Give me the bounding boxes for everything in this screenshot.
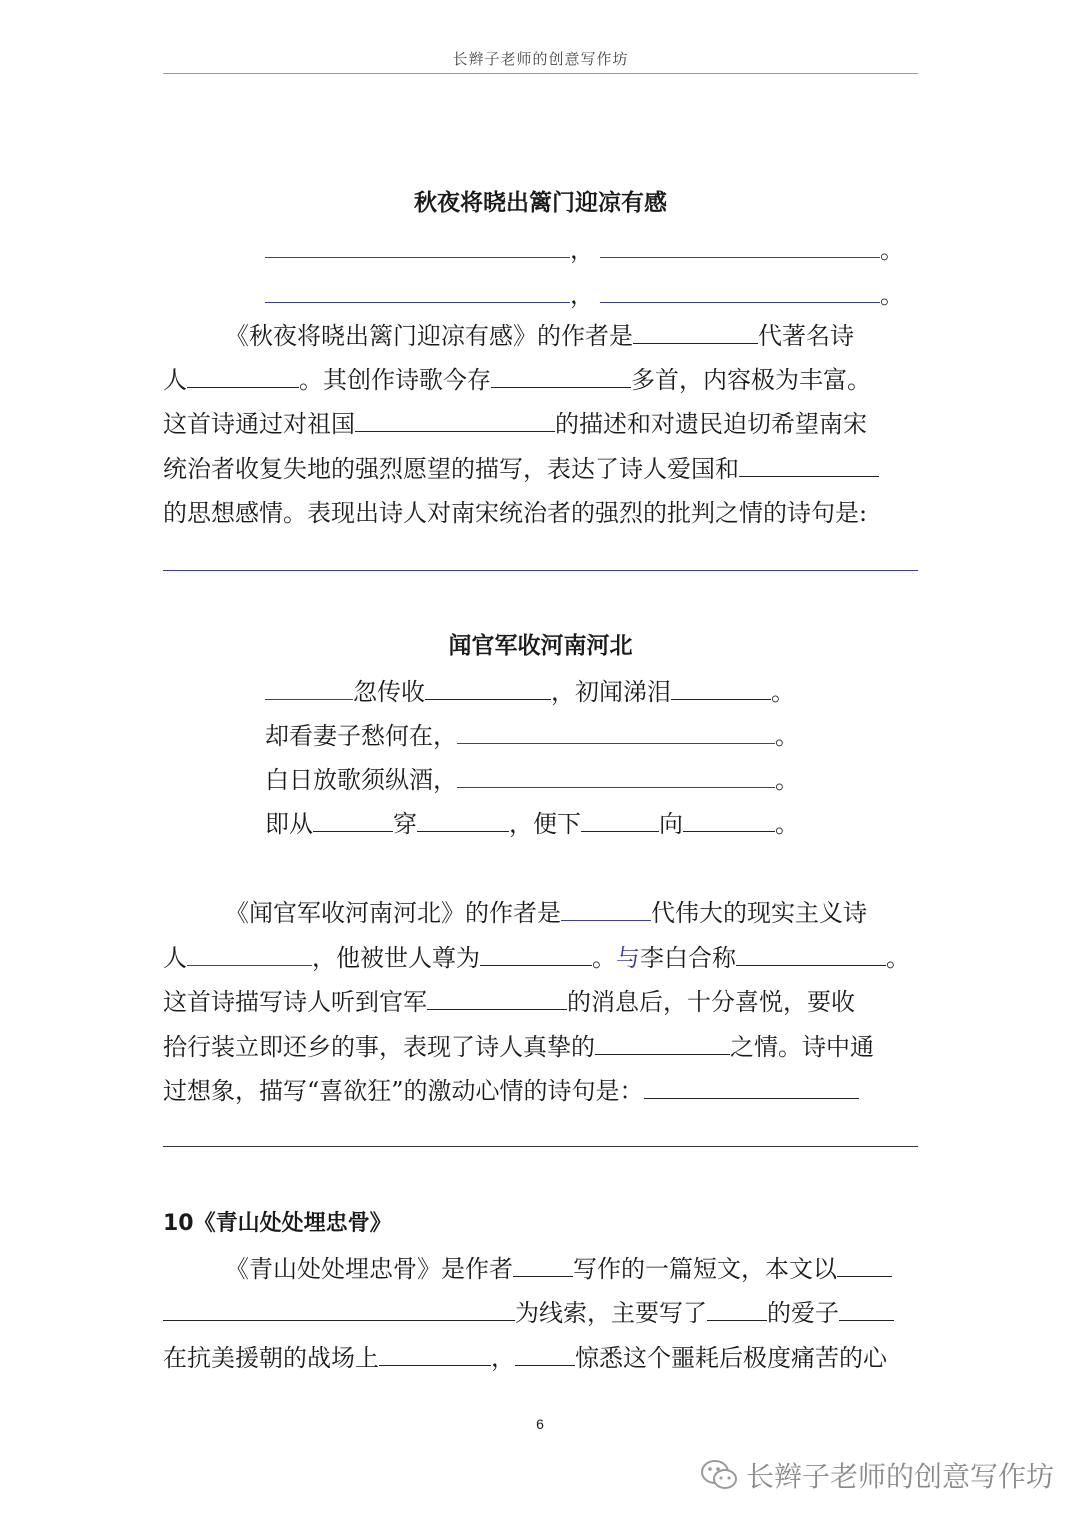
fill-blank[interactable]: [600, 280, 880, 303]
para1-line-4: [163, 451, 879, 487]
para2-line-5: [163, 1073, 859, 1109]
fill-blank[interactable]: [425, 677, 551, 700]
text: ，他被世人尊为: [312, 944, 480, 972]
punct: 。: [880, 236, 904, 264]
text: 惊悉这个噩耗后极度痛苦的心: [575, 1344, 887, 1372]
fill-blank[interactable]: [707, 1298, 767, 1321]
fill-blank[interactable]: [515, 1343, 575, 1366]
fill-blank[interactable]: [457, 765, 775, 788]
fill-blank[interactable]: [480, 943, 592, 966]
text: 写作的一篇短文，本文以: [573, 1255, 837, 1283]
fill-blank[interactable]: [187, 365, 299, 388]
fill-blank[interactable]: [600, 235, 880, 258]
text: 李白合称: [640, 944, 736, 972]
text: 即从: [265, 810, 313, 838]
fill-blank[interactable]: [839, 1298, 894, 1321]
punct: ，: [570, 281, 594, 309]
text: 这首诗通过对祖国: [163, 410, 355, 438]
text: 。: [592, 944, 616, 972]
punct: ，: [570, 236, 594, 264]
fill-blank[interactable]: [417, 809, 509, 832]
answer-line[interactable]: [163, 570, 918, 571]
fill-blank[interactable]: [736, 943, 886, 966]
text: 代伟大的现实主义诗: [651, 899, 867, 927]
poem2-line-4: [265, 806, 799, 842]
punct: 。: [880, 281, 904, 309]
poem2-line-1: [265, 674, 795, 710]
page-number: 6: [536, 1416, 544, 1432]
fill-blank[interactable]: [457, 721, 775, 744]
text: ，: [491, 1344, 515, 1372]
text: 代著名诗: [758, 322, 854, 350]
fill-blank[interactable]: [633, 321, 758, 344]
text: 。: [775, 810, 799, 838]
fill-blank[interactable]: [187, 943, 312, 966]
fill-blank[interactable]: [683, 809, 775, 832]
text: 《青山处处埋忠骨》是作者: [225, 1255, 513, 1283]
text: 为线索，主要写了: [515, 1299, 707, 1327]
text: 《秋夜将晓出篱门迎凉有感》的作者是: [225, 322, 633, 350]
text: 与: [616, 944, 640, 972]
text: 。: [775, 722, 799, 750]
text: 拾行装立即还乡的事，表现了诗人真挚的: [163, 1033, 595, 1061]
poem-title-2: 闻官军收河南河北: [448, 633, 633, 659]
poem-title-1: 秋夜将晓出篱门迎凉有感: [414, 190, 667, 216]
text: 人: [163, 366, 187, 394]
para3-line-3: [163, 1340, 887, 1376]
poem2-line-3: [265, 762, 799, 798]
wechat-icon: [700, 1458, 738, 1492]
fill-blank[interactable]: [581, 809, 659, 832]
para3-line-1: [225, 1251, 892, 1287]
text: 人: [163, 944, 187, 972]
para2-line-1: [225, 895, 867, 931]
para1-line-3: [163, 406, 867, 442]
fill-blank[interactable]: [379, 1343, 491, 1366]
fill-blank[interactable]: [355, 409, 555, 432]
text: 忽传收: [353, 678, 425, 706]
para2-line-4: [163, 1029, 874, 1065]
watermark-text: 长辫子老师的创意写作坊: [746, 1460, 1055, 1493]
fill-blank[interactable]: [739, 454, 879, 477]
para2-line-2: [163, 940, 910, 976]
poem1-line-1: [265, 232, 904, 268]
poem1-line-2: [265, 277, 904, 313]
answer-line[interactable]: [163, 1146, 918, 1147]
para1-line-2: [163, 362, 871, 398]
text: 。: [886, 944, 910, 972]
fill-blank[interactable]: [513, 1254, 573, 1277]
text: 多首，内容极为丰富。: [631, 366, 871, 394]
fill-blank[interactable]: [561, 898, 651, 921]
text: 这首诗描写诗人听到官军: [163, 988, 427, 1016]
text: 。: [771, 678, 795, 706]
fill-blank[interactable]: [163, 1298, 515, 1321]
text: 过想象，描写“喜欲狂”的激动心情的诗句是：: [163, 1077, 644, 1105]
para3-line-2: [163, 1295, 894, 1331]
text: 白日放歌须纵酒，: [265, 766, 457, 794]
text: 的描述和对遗民迫切希望南宋: [555, 410, 867, 438]
text: 《闻官军收河南河北》的作者是: [225, 899, 561, 927]
fill-blank[interactable]: [644, 1076, 859, 1099]
text: 的消息后，十分喜悦，要收: [567, 988, 855, 1016]
text: 。其创作诗歌今存: [299, 366, 491, 394]
para1-line-5: 的思想感情。表现出诗人对南宋统治者的强烈的批判之情的诗句是:: [163, 499, 868, 527]
poem2-line-2: [265, 718, 799, 754]
text: 向: [659, 810, 683, 838]
text: 的爱子: [767, 1299, 839, 1327]
text: 统治者收复失地的强烈愿望的描写，表达了诗人爱国和: [163, 455, 739, 483]
fill-blank[interactable]: [595, 1032, 730, 1055]
fill-blank[interactable]: [491, 365, 631, 388]
text: ，初闻涕泪: [551, 678, 671, 706]
para1-line-1: [225, 318, 854, 354]
para2-line-3: [163, 984, 855, 1020]
fill-blank[interactable]: [313, 809, 393, 832]
text: 穿: [393, 810, 417, 838]
fill-blank[interactable]: [671, 677, 771, 700]
fill-blank[interactable]: [265, 677, 353, 700]
text: ，便下: [509, 810, 581, 838]
text: 之情。诗中通: [730, 1033, 874, 1061]
page-header-title: 长辫子老师的创意写作坊: [452, 50, 629, 68]
text: 在抗美援朝的战场上: [163, 1344, 379, 1372]
fill-blank[interactable]: [427, 987, 567, 1010]
wechat-watermark: [700, 1455, 1054, 1495]
fill-blank[interactable]: [265, 235, 570, 258]
fill-blank[interactable]: [265, 280, 570, 303]
fill-blank[interactable]: [837, 1254, 892, 1277]
text: 却看妻子愁何在，: [265, 722, 457, 750]
header-divider: [163, 73, 918, 74]
text: 。: [775, 766, 799, 794]
lesson-title-10: 10《青山处处埋忠骨》: [163, 1211, 392, 1236]
